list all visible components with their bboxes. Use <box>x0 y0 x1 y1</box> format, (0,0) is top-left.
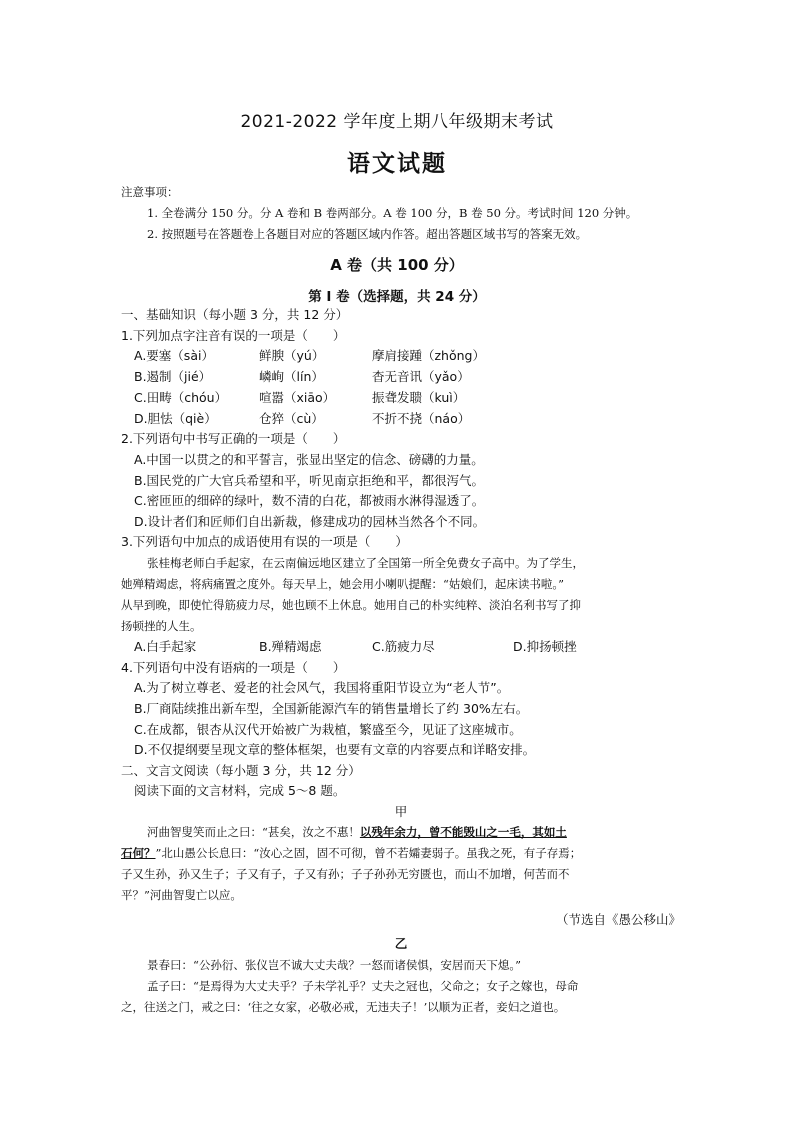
q1-item: 不折不挠（náo） <box>372 410 471 426</box>
part1-title: 第 I 卷（选择题，共 24 分） <box>308 289 486 305</box>
q2-option: B.国民党的广大官兵希望和平，听见南京拒绝和平，都很泻气。 <box>134 472 485 488</box>
passage-yi-line: 孟子曰：“是焉得为大丈夫乎？子未学礼乎？丈夫之冠也，父命之；女子之嫁也，母命 <box>147 978 579 993</box>
q1-row <box>121 388 681 409</box>
passage-jia-underlined: 石何？ <box>121 846 156 861</box>
q4-stem: 4.下列语句中没有语病的一项是（ ） <box>121 659 346 675</box>
subject-title: 语文试题 <box>347 151 447 177</box>
passage-yi-line: 之，往送之门，戒之曰：‘往之女家，必敬必戒，无违夫子！’以顺为正者，妾妇之道也。 <box>121 999 566 1014</box>
passage-jia-line: 子又生孙，孙又生子；子又有子，子又有孙；子子孙孙无穷匮也，而山不加增，何苦而不 <box>121 867 570 882</box>
q3-passage-line: 扬顿挫的人生。 <box>121 618 202 633</box>
q2-option: A.中国一以贯之的和平誓言，张显出坚定的信念、磅礴的力量。 <box>134 451 484 467</box>
passage-jia-text: 河曲智叟笑而止之曰：“甚矣，汝之不惠！ <box>147 825 360 840</box>
passage-yi-line: 景春曰：“公孙衍、张仪岂不诚大丈夫哉？一怒而诸侯惧，安居而天下熄。” <box>147 957 522 972</box>
passage-jia-line <box>121 843 681 864</box>
passage-jia-line <box>121 822 681 843</box>
q1-item: 仓猝（cù） <box>259 410 324 426</box>
notes-section <box>121 182 681 245</box>
q2-option: D.设计者们和匠师们自出新裁，修建成功的园林当然各个不同。 <box>134 513 486 529</box>
q1-item: 振聋发聩（kuì） <box>372 389 466 405</box>
q4-option: B.厂商陆续推出新车型，全国新能源汽车的销售量增长了约 30%左右。 <box>134 700 529 716</box>
group2-instruction: 阅读下面的文言材料，完成 5～8 题。 <box>134 783 346 799</box>
q4-option: A.为了树立尊老、爱老的社会风气，我国将重阳节设立为“老人节”。 <box>134 680 510 696</box>
q3-options <box>121 637 681 658</box>
notes-item: 1. 全卷满分 150 分。分 A 卷和 B 卷两部分。A 卷 100 分，B 卷 50 分。考试时间 120 分钟。 <box>147 206 638 220</box>
q1-item: 喧嚣（xiāo） <box>259 389 336 405</box>
q3-option: A.白手起家 <box>134 638 197 654</box>
q1-item: 杳无音讯（yǎo） <box>372 368 470 384</box>
passage-jia-line: 平？”河曲智叟亡以应。 <box>121 888 242 903</box>
q3-option: B.殚精竭虑 <box>259 638 322 654</box>
q1-item: D.胆怯（qiè） <box>134 410 217 426</box>
q2-option: C.密匝匝的细碎的绿叶，数不清的白花，都被雨水淋得湿透了。 <box>134 493 485 509</box>
notes-item: 2. 按照题号在答题卷上各题目对应的答题区域内作答。超出答题区域书写的答案无效。 <box>147 227 588 241</box>
q1-row <box>121 346 681 367</box>
section-a-title: A 卷（共 100 分） <box>330 256 464 274</box>
q1-item: C.田畴（chóu） <box>134 389 228 405</box>
q1-row <box>121 367 681 388</box>
passage-yi-label: 乙 <box>394 936 408 952</box>
q1-item: 摩肩接踵（zhǒng） <box>372 348 485 364</box>
q3-passage-line: 她殚精竭虑，将病痛置之度外。每天早上，她会用小喇叭提醒：“姑娘们，起床读书啦。” <box>121 576 565 591</box>
passage-jia-text: ”北山愚公长息曰：“汝心之固，固不可彻，曾不若孀妻弱子。虽我之死，有子存焉； <box>155 846 582 861</box>
notes-heading: 注意事项： <box>121 185 179 199</box>
q3-passage-line: 从早到晚，即使忙得筋疲力尽，她也顾不上休息。她用自己的朴实纯粹、淡泊名利书写了抑 <box>121 597 581 612</box>
q4-option: C.在成都，银杏从汉代开始被广为栽植，繁盛至今，见证了这座城市。 <box>134 721 522 737</box>
q1-item: 鲜腴（yú） <box>259 348 325 364</box>
q3-passage-line: 张桂梅老师白手起家，在云南偏远地区建立了全国第一所全免费女子高中。为了学生， <box>147 555 584 570</box>
q1-item: A.要塞（sài） <box>134 348 214 364</box>
group2-heading: 二、文言文阅读（每小题 3 分，共 12 分） <box>121 762 361 778</box>
q1-row <box>121 409 681 430</box>
questions-block <box>121 305 681 1018</box>
q4-option: D.不仅提纲要呈现文章的整体框架，也要有文章的内容要点和详略安排。 <box>134 742 536 758</box>
q3-option: C.筋疲力尽 <box>372 638 435 654</box>
passage-jia-label: 甲 <box>394 803 408 819</box>
passage-jia-underlined: 以残年余力，曾不能毁山之一毛，其如土 <box>359 825 567 840</box>
q2-stem: 2.下列语句中书写正确的一项是（ ） <box>121 431 346 447</box>
q1-stem: 1.下列加点字注音有误的一项是（ ） <box>121 327 346 343</box>
q3-stem: 3.下列语句中加点的成语使用有误的一项是（ ） <box>121 534 408 550</box>
group1-heading: 一、基础知识（每小题 3 分，共 12 分） <box>121 307 349 322</box>
q3-option: D.抑扬顿挫 <box>513 638 577 654</box>
passage-jia-source: （节选自《愚公移山》 <box>555 912 681 928</box>
q1-item: 嶙峋（lín） <box>259 368 324 384</box>
q1-item: B.遏制（jié） <box>134 368 212 384</box>
exam-title: 2021-2022 学年度上期八年级期末考试 <box>240 112 554 132</box>
